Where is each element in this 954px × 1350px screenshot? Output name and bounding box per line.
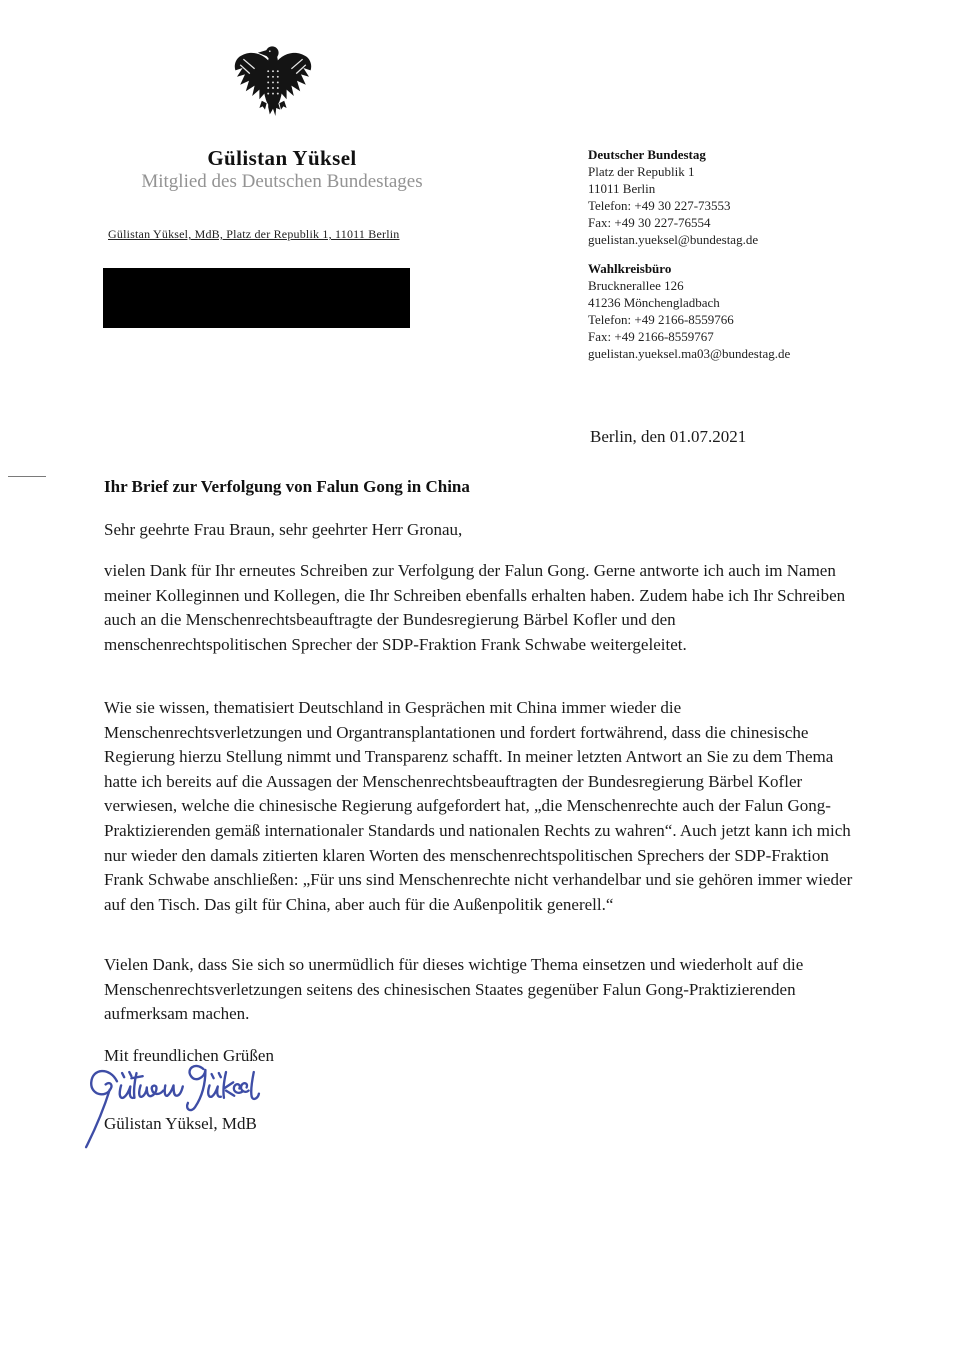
contact-line: 11011 Berlin [588, 180, 656, 196]
body-paragraph: vielen Dank für Ihr erneutes Schreiben zur Verfolgung der Falun Gong. Gerne antworte ich auch im Namen meiner Kolleginnen und Kollegen, die Ihr Schreiben ebenfalls erhalten haben. Zudem habe ich Ihr Schreiben auch an die Menschenrechtsbeauftragte der Bundesregierung Bärbel Kofler und den menschenrechtspolitischen Sprecher der SDP-Fraktion Frank Schwabe weitergeleitet. [104, 561, 846, 654]
contact-line: Platz der Republik 1 [588, 163, 695, 179]
contact-line-email: guelistan.yueksel.ma03@bundestag.de [588, 345, 791, 361]
contact-title-bundestag: Deutscher Bundestag [588, 147, 706, 162]
body-paragraph: Vielen Dank, dass Sie sich so unermüdlich für dieses wichtige Thema einsetzen und wiederholt auf die Menschenrechtsverletzungen seitens des chinesischen Staates gegenüber Falun Gong-Praktizierenden aufmerksam machen. [104, 955, 804, 1024]
contact-line-email: guelistan.yueksel@bundestag.de [588, 231, 759, 247]
handwritten-signature-icon [82, 1060, 262, 1152]
contact-block-bundestag [588, 147, 888, 248]
bundestag-eagle-icon [233, 42, 313, 118]
contact-line-phone: Telefon: +49 30 227-73553 [588, 197, 731, 213]
subject-line: Ihr Brief zur Verfolgung von Falun Gong in China [104, 477, 470, 496]
fold-mark [8, 476, 46, 477]
contact-title-wahlkreis: Wahlkreisbüro [588, 261, 672, 277]
contact-line-phone: Telefon: +49 2166-8559766 [588, 312, 734, 328]
contact-line-fax: Fax: +49 30 227-76554 [588, 214, 711, 230]
sender-subtitle: Mitglied des Deutschen Bundestages [141, 171, 423, 192]
contact-line-fax: Fax: +49 2166-8559767 [588, 329, 714, 345]
contact-info-column [588, 147, 888, 376]
return-address: Gülistan Yüksel, MdB, Platz der Republik 1, 11011 Berlin [108, 227, 400, 241]
body-paragraph: Wie sie wissen, thematisiert Deutschland in Gesprächen mit China immer wieder die Menschenrechtsverletzungen und Organtransplantationen und fordert fortwährend, dass die chinesische Regierung hierzu Stellung nimmt und Transparenz schafft. In meiner letzten Antwort an Sie zu dem Thema hatte ich bereits auf die Aussagen der Menschenrechtsbeauftragten der Bundesregierung Bärbel Kofler verwiesen, welche die chinesische Regierung aufgefordert hat, „die Menschenrechte auch der Falun Gong-Praktizierenden gemäß internationaler Standards und nationalen Rechts zu wahren“. Auch jetzt kann ich mich nur wieder den damals zitierten klaren Worten des menschenrechtspolitischen Sprechers der SDP-Fraktion Frank Schwabe anschließen: „Für uns sind Menschenrechte nicht verhandelbar und sie gehören immer wieder auf den Tisch. Das gilt für China, aber auch für die Außenpolitik generell.“ [104, 698, 853, 914]
contact-line: 41236 Mönchengladbach [588, 295, 720, 311]
letter-date: Berlin, den 01.07.2021 [590, 427, 747, 446]
signed-name: Gülistan Yüksel, MdB [104, 1114, 257, 1133]
contact-line: Brucknerallee 126 [588, 278, 684, 294]
salutation: Sehr geehrte Frau Braun, sehr geehrter Herr Gronau, [104, 520, 463, 539]
contact-block-wahlkreis [588, 261, 888, 362]
closing-phrase: Mit freundlichen Grüßen [104, 1046, 274, 1065]
redacted-recipient-address [103, 268, 410, 328]
sender-name: Gülistan Yüksel [207, 146, 357, 170]
